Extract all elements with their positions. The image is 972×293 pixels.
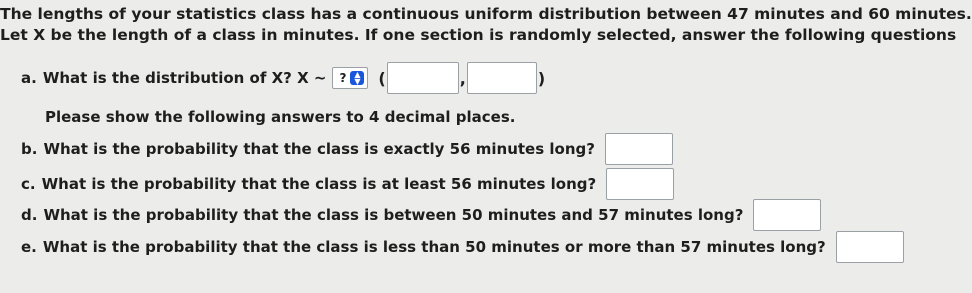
question-a-label: a. [21,69,37,87]
question-c-text: What is the probability that the class is at least 56 minutes long? [41,175,597,193]
question-e-text: What is the probability that the class is less than 50 minutes or more than 57 minutes long? [42,238,826,256]
question-d-label: d. [21,206,38,224]
intro-line-2: Let X be the length of a class in minutes. If one section is randomly selected, answer the following questions [0,26,957,44]
question-e [21,231,904,263]
question-d [21,199,821,231]
question-b [21,133,673,165]
answer-e-input[interactable] [836,231,904,263]
close-paren: ) [537,68,546,88]
instruction-note: Please show the following answers to 4 decimal places. [45,108,516,126]
question-a-text: What is the distribution of X? X ~ [42,69,327,87]
question-b-text: What is the probability that the class is exactly 56 minutes long? [43,140,595,158]
distribution-select-value: ? [339,71,347,85]
question-c [21,168,674,200]
intro-line-1: The lengths of your statistics class has a continuous uniform distribution between 47 minutes and 60 minutes. [0,5,972,23]
question-a [21,60,546,96]
distribution-select[interactable] [332,67,368,89]
answer-d-input[interactable] [753,199,821,231]
open-paren: ( [378,68,386,88]
answer-b-input[interactable] [605,133,673,165]
question-c-label: c. [21,175,36,193]
param-b-input[interactable] [467,62,537,94]
param-a-input[interactable] [387,62,459,94]
question-e-label: e. [21,238,37,256]
question-b-label: b. [21,140,38,158]
problem-intro [0,4,972,46]
answer-c-input[interactable] [606,168,674,200]
updown-chevron-icon: ▲ ▼ [350,71,364,85]
question-d-text: What is the probability that the class is between 50 minutes and 57 minutes long? [43,206,744,224]
comma: , [459,68,466,88]
